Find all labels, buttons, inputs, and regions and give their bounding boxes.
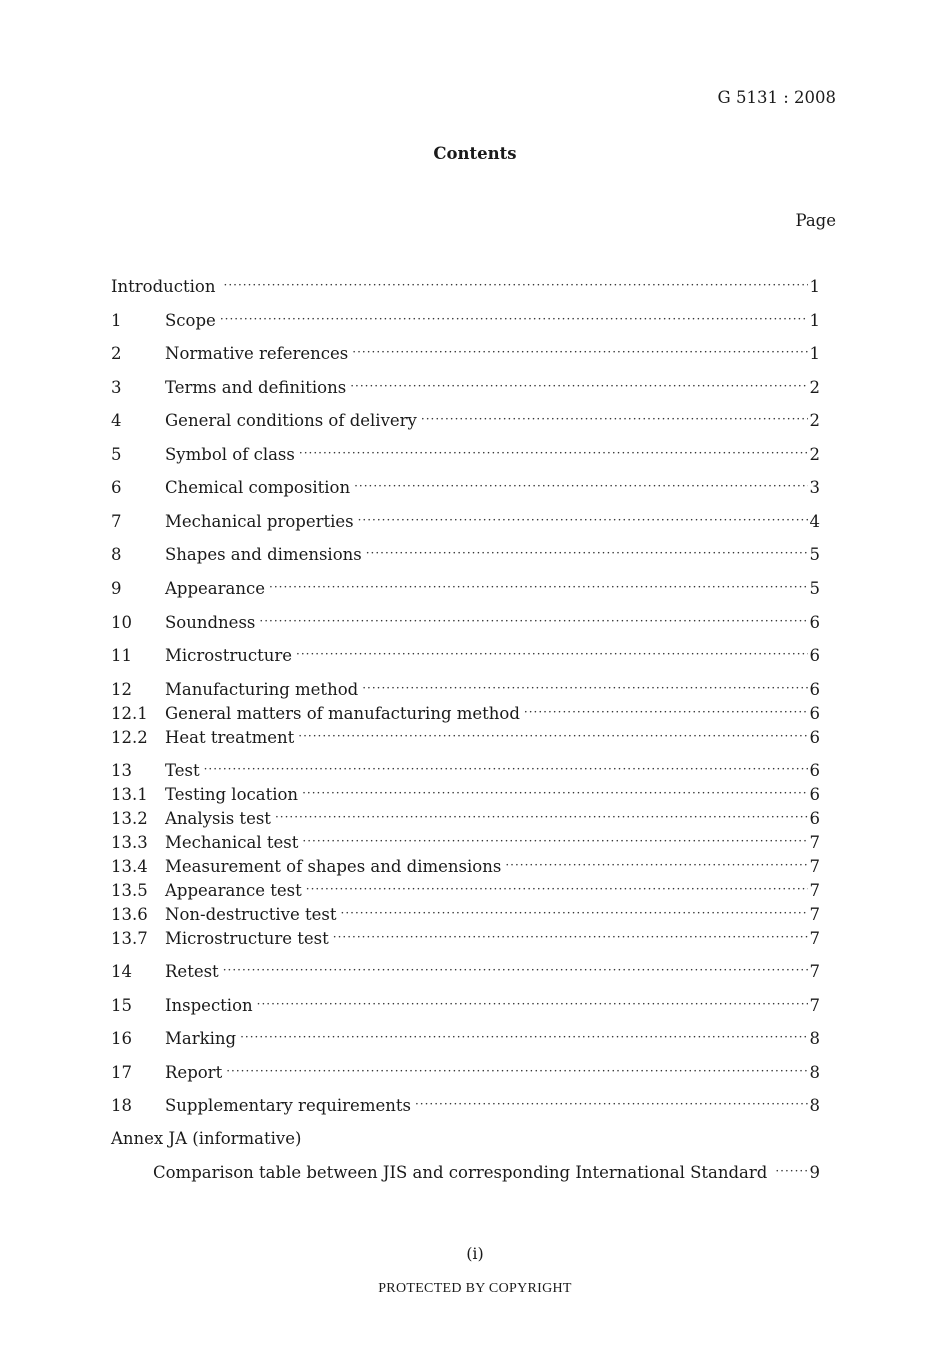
dot-leader — [220, 308, 808, 330]
toc-entry-title: Comparison table between JIS and corresponding International Standard — [153, 1163, 768, 1182]
toc-entry-title: Introduction — [111, 277, 216, 296]
toc-entry-title: General conditions of delivery — [165, 411, 417, 430]
toc-entry-page: 6 — [809, 761, 820, 780]
toc-entry[interactable] — [111, 679, 820, 701]
toc-entry-title: Scope — [165, 311, 216, 330]
toc-entry-number: 13.3 — [111, 833, 148, 852]
toc-entry-number: 11 — [111, 646, 132, 665]
toc-entry-number: 13 — [111, 761, 132, 780]
toc-entry-title: Chemical composition — [165, 478, 351, 497]
toc-entry-page: 8 — [809, 1063, 820, 1082]
toc-entry-title: Supplementary requirements — [165, 1096, 411, 1115]
toc-entry-number: 3 — [111, 378, 122, 397]
toc-entry-number: 12 — [111, 680, 132, 699]
dot-leader — [302, 782, 807, 804]
toc-entry-page: 3 — [809, 478, 820, 497]
dot-leader — [350, 375, 807, 397]
toc-entry-page: 6 — [809, 704, 820, 723]
toc-entry-page: 6 — [809, 785, 820, 804]
toc-entry-number: 13.7 — [111, 929, 148, 948]
dot-leader — [421, 408, 808, 430]
toc-subentry[interactable] — [111, 904, 820, 926]
dot-leader — [204, 758, 808, 780]
toc-subentry[interactable] — [111, 856, 820, 878]
toc-entry-title: Soundness — [165, 613, 256, 632]
dot-leader — [223, 959, 808, 981]
toc-subentry[interactable] — [111, 808, 820, 830]
dot-leader — [224, 274, 808, 296]
toc-entry-title: Manufacturing method — [165, 680, 359, 699]
toc-entry[interactable] — [111, 645, 820, 667]
toc-entry[interactable] — [111, 477, 820, 499]
dot-leader — [505, 854, 807, 876]
toc-entry[interactable] — [111, 578, 820, 600]
toc-entry-title: Shapes and dimensions — [165, 545, 362, 564]
toc-entry[interactable] — [111, 343, 820, 365]
toc-entry-title: Report — [165, 1063, 223, 1082]
toc-entry-title: Symbol of class — [165, 445, 295, 464]
toc-entry[interactable] — [111, 310, 820, 332]
dot-leader — [257, 993, 808, 1015]
dot-leader — [275, 806, 808, 828]
toc-subentry[interactable] — [111, 832, 820, 854]
toc-entry[interactable] — [111, 760, 820, 782]
toc-entry-title: Measurement of shapes and dimensions — [165, 857, 502, 876]
page-column-heading: Page — [795, 211, 836, 230]
toc-entry[interactable] — [111, 511, 820, 533]
toc-entry-page: 7 — [809, 881, 820, 900]
toc-entry-title: Normative references — [165, 344, 349, 363]
toc-entry-title: Inspection — [165, 996, 253, 1015]
toc-entry-annex[interactable] — [153, 1162, 820, 1184]
toc-subentry[interactable] — [111, 784, 820, 806]
toc-entry-page: 2 — [809, 378, 820, 397]
toc-entry[interactable] — [111, 544, 820, 566]
toc-entry[interactable] — [111, 444, 820, 466]
dot-leader — [358, 509, 808, 531]
toc-entry-title: Test — [165, 761, 200, 780]
toc-entry-page: 5 — [809, 545, 820, 564]
toc-entry-number: 16 — [111, 1029, 132, 1048]
toc-entry-number: 10 — [111, 613, 132, 632]
dot-leader — [524, 701, 808, 723]
toc-entry-number: 15 — [111, 996, 132, 1015]
copyright-notice: PROTECTED BY COPYRIGHT — [378, 1281, 572, 1296]
dot-leader — [269, 576, 808, 598]
toc-entry-title: Mechanical test — [165, 833, 299, 852]
page-number: (i) — [466, 1244, 484, 1263]
toc-entry-number: 4 — [111, 411, 122, 430]
toc-entry[interactable] — [111, 612, 820, 634]
toc-entry-title: General matters of manufacturing method — [165, 704, 520, 723]
toc-entry-title: Analysis test — [165, 809, 271, 828]
toc-entry-title: Microstructure — [165, 646, 292, 665]
toc-entry-number: 18 — [111, 1096, 132, 1115]
page-title: Contents — [433, 144, 517, 163]
toc-entry[interactable] — [111, 410, 820, 432]
toc-entry[interactable] — [111, 995, 820, 1017]
dot-leader — [298, 725, 807, 747]
toc-entry-number: 13.2 — [111, 809, 148, 828]
toc-entry-number: 13.5 — [111, 881, 148, 900]
dot-leader — [306, 878, 808, 900]
toc-entry-title: Testing location — [165, 785, 299, 804]
dot-leader — [296, 643, 808, 665]
toc-entry-page: 8 — [809, 1096, 820, 1115]
toc-entry-number: 8 — [111, 545, 122, 564]
toc-entry-title: Terms and definitions — [165, 378, 347, 397]
dot-leader — [341, 902, 808, 924]
toc-entry-number: 14 — [111, 962, 132, 981]
toc-entry-page: 4 — [809, 512, 820, 531]
toc-entry-number: 13.4 — [111, 857, 148, 876]
toc-entry-number: 12.1 — [111, 704, 148, 723]
toc-entry[interactable] — [111, 377, 820, 399]
dot-leader — [362, 677, 807, 699]
toc-entry[interactable] — [111, 961, 820, 983]
dot-leader — [226, 1060, 807, 1082]
toc-entry[interactable] — [111, 1028, 820, 1050]
toc-entry-page: 6 — [809, 646, 820, 665]
document-id: G 5131 : 2008 — [717, 88, 836, 107]
dot-leader — [259, 610, 807, 632]
toc-entry-page: 2 — [809, 445, 820, 464]
dot-leader — [354, 475, 807, 497]
toc-entry-number: 17 — [111, 1063, 132, 1082]
toc-entry-page: 7 — [809, 905, 820, 924]
dot-leader — [415, 1093, 808, 1115]
toc-subentry[interactable] — [111, 928, 820, 950]
toc-entry-page: 1 — [809, 344, 820, 363]
dot-leader — [775, 1160, 807, 1182]
dot-leader — [352, 341, 807, 363]
dot-leader — [302, 830, 807, 852]
toc-subentry[interactable] — [111, 703, 820, 725]
toc-entry[interactable] — [111, 1095, 820, 1117]
toc-entry-title: Mechanical properties — [165, 512, 354, 531]
toc-entry-number: 9 — [111, 579, 122, 598]
toc-entry-page: 7 — [809, 929, 820, 948]
toc-entry-number: 5 — [111, 445, 122, 464]
toc-entry-number: 13.6 — [111, 905, 148, 924]
toc-entry-page: 6 — [809, 680, 820, 699]
dot-leader — [333, 926, 808, 948]
toc-subentry[interactable] — [111, 880, 820, 902]
toc-entry-page: 6 — [809, 613, 820, 632]
toc-entry-title: Microstructure test — [165, 929, 329, 948]
toc-entry-page: 5 — [809, 579, 820, 598]
toc-entry-page: 8 — [809, 1029, 820, 1048]
toc-subentry[interactable] — [111, 727, 820, 749]
toc-entry[interactable] — [111, 1062, 820, 1084]
toc-entry-page: 6 — [809, 728, 820, 747]
toc-entry-title: Non-destructive test — [165, 905, 337, 924]
toc-entry-page: 6 — [809, 809, 820, 828]
toc-entry-title: Retest — [165, 962, 219, 981]
toc-entry-number: 2 — [111, 344, 122, 363]
toc-entry-title: Appearance test — [165, 881, 302, 900]
toc-entry-introduction[interactable] — [111, 276, 820, 298]
dot-leader — [299, 442, 808, 464]
toc-entry-number: 6 — [111, 478, 122, 497]
toc-entry-number: 7 — [111, 512, 122, 531]
annex-heading: Annex JA (informative) — [111, 1129, 302, 1148]
toc-entry-page: 9 — [809, 1163, 820, 1182]
dot-leader — [240, 1026, 807, 1048]
toc-entry-page: 7 — [809, 962, 820, 981]
toc-entry-page: 1 — [809, 277, 820, 296]
toc-entry-page: 7 — [809, 833, 820, 852]
toc-entry-title: Appearance — [165, 579, 265, 598]
toc-entry-title: Marking — [165, 1029, 237, 1048]
toc-entry-number: 12.2 — [111, 728, 148, 747]
toc-entry-page: 7 — [809, 857, 820, 876]
dot-leader — [366, 542, 808, 564]
toc-entry-number: 1 — [111, 311, 122, 330]
toc-entry-page: 1 — [809, 311, 820, 330]
toc-entry-page: 2 — [809, 411, 820, 430]
toc-entry-page: 7 — [809, 996, 820, 1015]
toc-entry-number: 13.1 — [111, 785, 148, 804]
toc-entry-title: Heat treatment — [165, 728, 295, 747]
